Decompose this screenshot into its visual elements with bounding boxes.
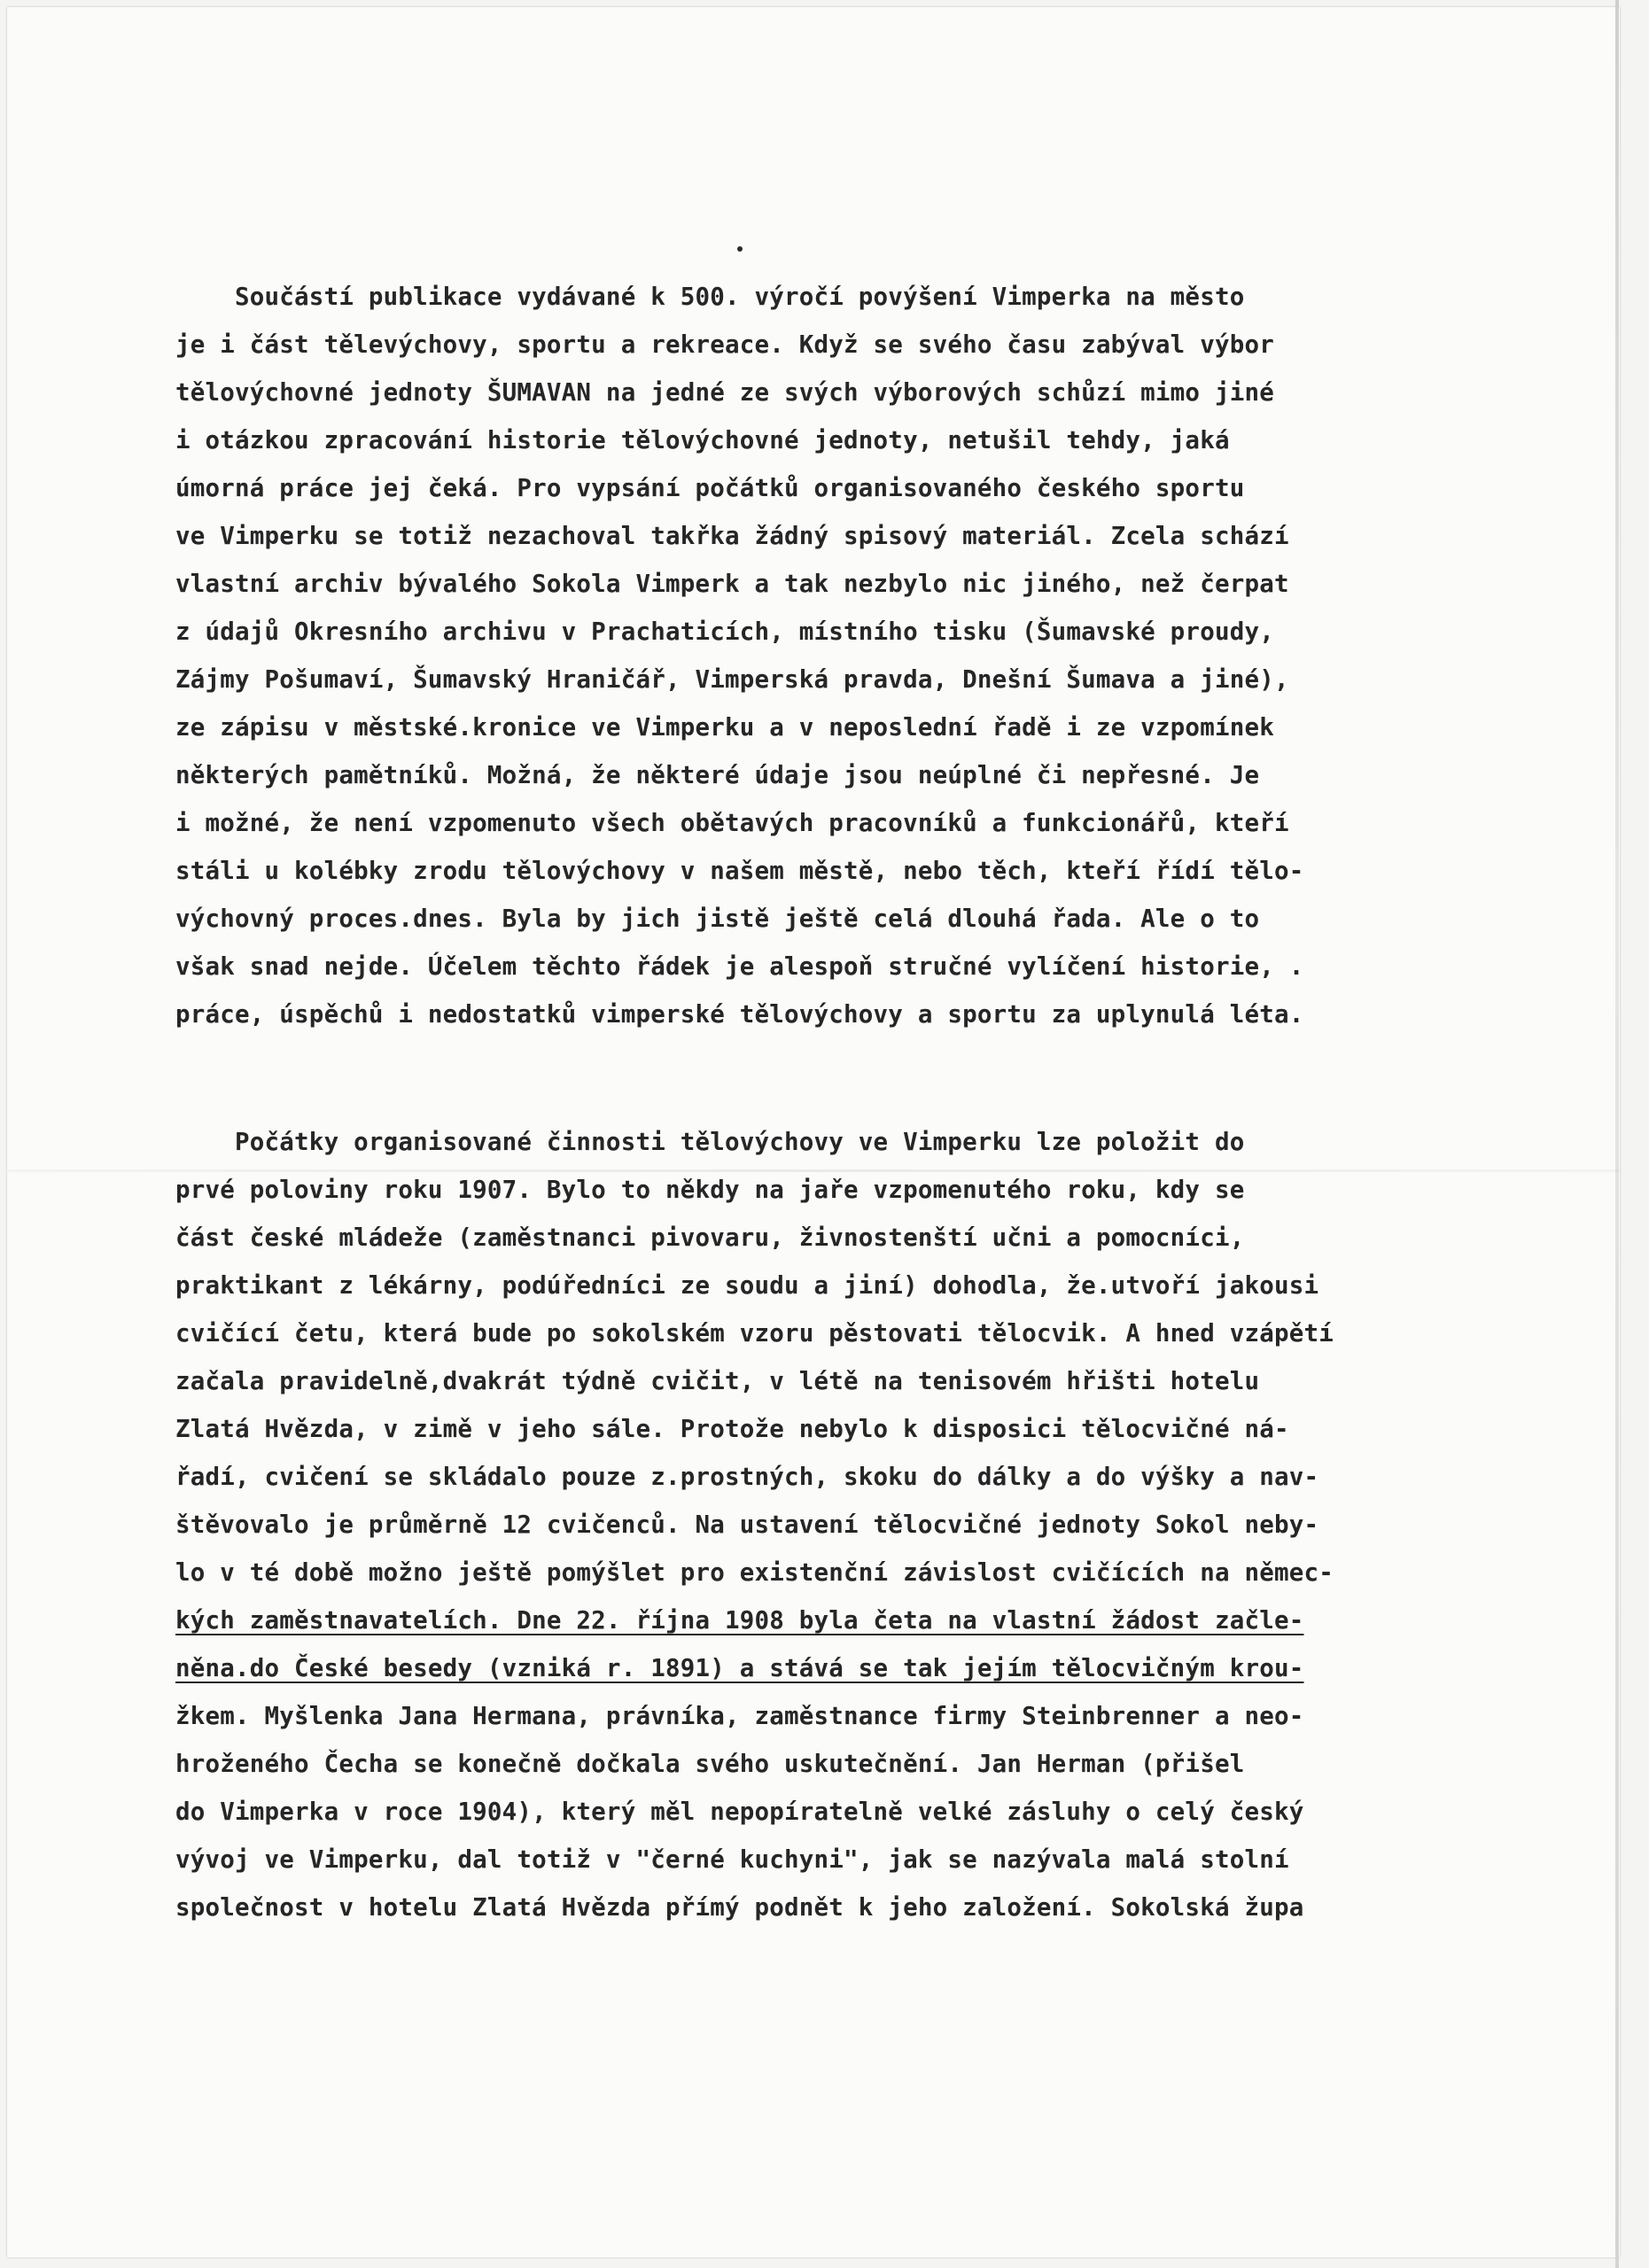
text-line: praktikant z lékárny, podúředníci ze soudu a jiní) dohodla, že.utvoří jakousi (175, 1271, 1319, 1300)
text-line: Zájmy Pošumaví, Šumavský Hraničář, Vimperská pravda, Dnešní Šumava a jiné), (175, 665, 1289, 694)
text-line: stáli u kolébky zrodu tělovýchovy v našem městě, nebo těch, kteří řídí tělo- (175, 857, 1304, 885)
underlined-text-line: kých zaměstnavatelích. Dne 22. října 1908 byla četa na vlastní žádost začle- (175, 1606, 1304, 1635)
text-line: do Vimperka v roce 1904), který měl nepopíratelně velké zásluhy o celý český (175, 1798, 1304, 1826)
text-line: začala pravidelně,dvakrát týdně cvičit, v létě na tenisovém hřišti hotelu (175, 1367, 1260, 1395)
text-line: lo v té době možno ještě pomýšlet pro existenční závislost cvičících na němec- (175, 1558, 1334, 1587)
text-line: prvé poloviny roku 1907. Bylo to někdy na jaře vzpomenutého roku, kdy se (175, 1176, 1245, 1204)
text-line: cvičící četu, která bude po sokolském vzoru pěstovati tělocvik. A hned vzápětí (175, 1319, 1334, 1348)
text-line: vlastní archiv bývalého Sokola Vimperk a tak nezbylo nic jiného, než čerpat (175, 570, 1289, 598)
text-line: ve Vimperku se totiž nezachoval takřka žádný spisový materiál. Zcela schází (175, 522, 1289, 550)
text-line: je i část tělevýchovy, sportu a rekreace. Když se svého času zabýval výbor (175, 330, 1274, 359)
paragraph-beginnings (175, 1118, 1416, 1931)
text-line: hroženého Čecha se konečně dočkala svého uskutečnění. Jan Herman (přišel (175, 1750, 1245, 1778)
text-line: tělovýchovné jednoty ŠUMAVAN na jedné ze svých výborových schůzí mimo jiné (175, 378, 1274, 407)
text-line: Počátky organisované činnosti tělovýchovy ve Vimperku lze položit do (175, 1128, 1245, 1156)
text-line: výchovný proces.dnes. Byla by jich jistě ještě celá dlouhá řada. Ale o to (175, 905, 1260, 933)
text-line: i možné, že není vzpomenuto všech obětavých pracovníků a funkcionářů, kteří (175, 809, 1289, 837)
ink-dot (737, 246, 743, 252)
text-line: vývoj ve Vimperku, dal totiž v "černé kuchyni", jak se nazývala malá stolní (175, 1845, 1289, 1874)
text-line: štěvovalo je průměrně 12 cvičenců. Na ustavení tělocvičné jednoty Sokol neby- (175, 1511, 1319, 1539)
text-line: společnost v hotelu Zlatá Hvězda přímý podnět k jeho založení. Sokolská župa (175, 1893, 1304, 1922)
text-line: Součástí publikace vydávané k 500. výročí povýšení Vimperka na město (175, 283, 1245, 311)
text-line: řadí, cvičení se skládalo pouze z.prostných, skoku do dálky a do výšky a nav- (175, 1463, 1319, 1491)
paragraph-introduction (175, 273, 1416, 1038)
page-edge (1615, 0, 1619, 2268)
text-line: žkem. Myšlenka Jana Hermana, právníka, zaměstnance firmy Steinbrenner a neo- (175, 1702, 1304, 1730)
text-line: ze zápisu v městské.kronice ve Vimperku a v neposlední řadě i ze vzpomínek (175, 713, 1274, 742)
text-line: Zlatá Hvězda, v zimě v jeho sále. Protože nebylo k disposici tělocvičné ná- (175, 1415, 1289, 1443)
text-line: však snad nejde. Účelem těchto řádek je alespoň stručné vylíčení historie, . (175, 952, 1304, 981)
text-line: z údajů Okresního archivu v Prachaticích, místního tisku (Šumavské proudy, (175, 617, 1274, 646)
text-line: i otázkou zpracování historie tělovýchovné jednoty, netušil tehdy, jaká (175, 426, 1230, 454)
text-line: některých pamětníků. Možná, že některé údaje jsou neúplné či nepřesné. Je (175, 761, 1260, 789)
text-line: úmorná práce jej čeká. Pro vypsání počátků organisovaného českého sportu (175, 474, 1245, 502)
underlined-text-line: něna.do České besedy (vzniká r. 1891) a stává se tak jejím tělocvičným krou- (175, 1654, 1304, 1682)
text-line: část české mládeže (zaměstnanci pivovaru, živnostenští učni a pomocníci, (175, 1223, 1245, 1252)
text-line: práce, úspěchů i nedostatků vimperské tělovýchovy a sportu za uplynulá léta. (175, 1000, 1304, 1029)
